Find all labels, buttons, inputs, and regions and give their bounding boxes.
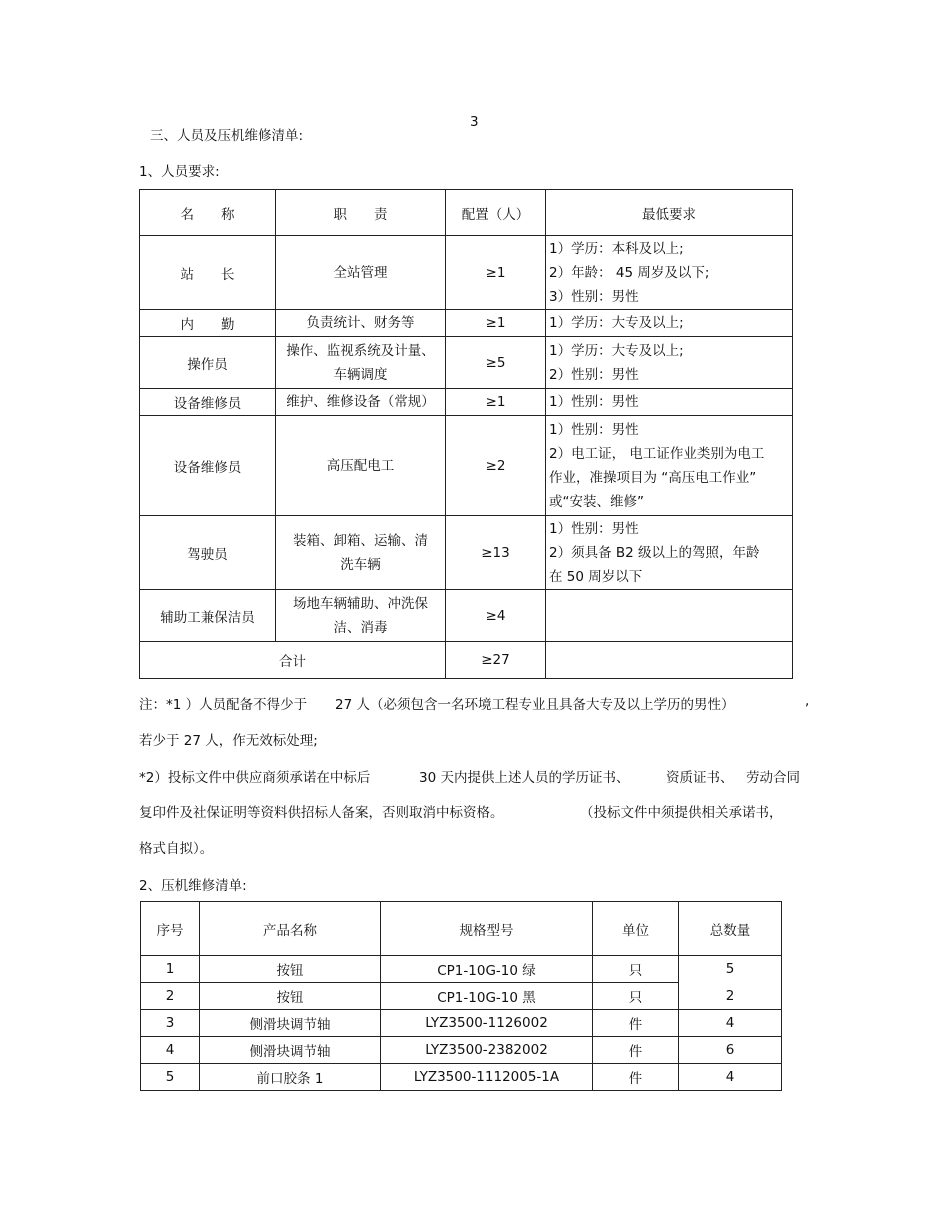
cell-requirement: [546, 310, 793, 337]
cell-product-name: 按钮: [200, 983, 381, 1010]
cell-seq: 3: [141, 1010, 200, 1037]
cell-seq: 1: [141, 956, 200, 983]
duty-line: 高压配电工: [326, 457, 395, 474]
table-row: [140, 590, 793, 642]
cell-duty: [276, 236, 446, 310]
req-line: 2）年龄： 45 周岁及以下;: [549, 264, 710, 281]
header-seq: 序号: [141, 902, 200, 956]
req-line: 2）电工证， 电工证作业类别为电工: [549, 445, 765, 462]
req-line: 1）性别：男性: [549, 421, 639, 438]
note-2-part-c: 资质证书、: [666, 770, 734, 786]
section-title: 三、人员及压机维修清单:: [150, 128, 304, 144]
sub-title-parts: 2、压机维修清单:: [139, 878, 247, 894]
note-2-part-g: 格式自拟）。: [139, 841, 214, 857]
cell-spec: CP1-10G-10 绿: [381, 956, 593, 983]
req-line: 作业，准操项目为 “高压电工作业”: [549, 469, 757, 486]
staff-table: [139, 189, 793, 679]
cell-spec: LYZ3500-1126002: [381, 1010, 593, 1037]
cell-name: 设备维修员: [140, 389, 276, 416]
cell-quantity: 2: [679, 983, 782, 1010]
cell-product-name: 按钮: [200, 956, 381, 983]
note-2-part-a: *2）投标文件中供应商须承诺在中标后: [139, 770, 371, 786]
duty-line: 车辆调度: [333, 366, 388, 383]
table-row: [140, 337, 793, 389]
cell-requirement: [546, 416, 793, 516]
cell-duty: [276, 590, 446, 642]
table-row: [141, 1010, 782, 1037]
cell-spec: LYZ3500-2382002: [381, 1037, 593, 1064]
cell-count: ≥4: [446, 590, 546, 642]
note-1-part-a: 注：*1 ）人员配备不得少于: [139, 697, 308, 713]
cell-name: 操作员: [140, 337, 276, 389]
duty-line: 负责统计、财务等: [306, 315, 415, 331]
cell-requirement: [546, 236, 793, 310]
req-line: 1）学历：大专及以上;: [549, 342, 684, 359]
req-line: 3）性别：男性: [549, 288, 639, 305]
table-total-row: [140, 642, 793, 679]
req-line: 或“安装、维修”: [549, 493, 644, 510]
cell-quantity: 5: [679, 956, 782, 983]
note-2-part-b: 30 天内提供上述人员的学历证书、: [419, 770, 630, 786]
cell-quantity: 6: [679, 1037, 782, 1064]
cell-duty: [276, 389, 446, 416]
duty-line: 装箱、卸箱、运输、清: [293, 532, 428, 549]
header-unit: 单位: [593, 902, 679, 956]
cell-unit: 件: [593, 1064, 679, 1091]
cell-seq: 4: [141, 1037, 200, 1064]
header-product-name: 产品名称: [200, 902, 381, 956]
table-row: [141, 956, 782, 983]
table-row: [141, 983, 782, 1010]
cell-count: ≥1: [446, 389, 546, 416]
cell-name: 驾驶员: [140, 516, 276, 590]
table-row: [141, 1064, 782, 1091]
cell-unit: 只: [593, 983, 679, 1010]
cell-count: ≥13: [446, 516, 546, 590]
table-row: [140, 516, 793, 590]
cell-product-name: 侧滑块调节轴: [200, 1037, 381, 1064]
cell-name: 内 勤: [140, 310, 276, 337]
duty-line: 全站管理: [333, 264, 388, 281]
parts-table: [140, 901, 782, 1091]
table-row: [141, 1037, 782, 1064]
note-2-part-d: 劳动合同: [746, 770, 800, 786]
note-1-part-b: 27 人（必须包含一名环境工程专业且具备大专及以上学历的男性）: [335, 697, 735, 713]
duty-line: 操作、监视系统及计量、: [286, 342, 435, 359]
header-requirement: 最低要求: [546, 190, 793, 236]
req-line: 在 50 周岁以下: [549, 568, 643, 585]
cell-name: 辅助工兼保洁员: [140, 590, 276, 642]
req-line: 1）学历：本科及以上;: [549, 240, 684, 257]
req-line: 2）性别：男性: [549, 366, 639, 383]
table-header-row: [140, 190, 793, 236]
note-2-part-e: 复印件及社保证明等资料供招标人备案，否则取消中标资格。: [139, 805, 504, 821]
duty-line: 洁、消毒: [333, 619, 388, 636]
cell-requirement: [546, 389, 793, 416]
table-row: [140, 416, 793, 516]
cell-requirement: [546, 516, 793, 590]
cell-quantity: 4: [679, 1010, 782, 1037]
table-row: [140, 236, 793, 310]
table-header-row: [141, 902, 782, 956]
page-number: 3: [470, 114, 479, 130]
cell-unit: 只: [593, 956, 679, 983]
cell-unit: 件: [593, 1010, 679, 1037]
cell-duty: [276, 516, 446, 590]
header-duty: 职 责: [276, 190, 446, 236]
cell-count: ≥2: [446, 416, 546, 516]
note-1-part-d: 若少于 27 人，作无效标处理;: [139, 733, 318, 749]
total-empty-cell: [546, 642, 793, 679]
duty-line: 场地车辆辅助、冲洗保: [293, 595, 428, 612]
duty-line: 维护、维修设备（常规）: [286, 394, 435, 410]
req-line: 1）性别：男性: [549, 394, 639, 410]
req-line: 2）须具备 B2 级以上的驾照，年龄: [549, 544, 760, 561]
header-spec: 规格型号: [381, 902, 593, 956]
header-count: 配置（人）: [446, 190, 546, 236]
cell-duty: [276, 416, 446, 516]
sub-title-staff: 1、人员要求:: [139, 164, 220, 180]
cell-unit: 件: [593, 1037, 679, 1064]
duty-line: 洗车辆: [340, 556, 381, 573]
cell-name: 设备维修员: [140, 416, 276, 516]
cell-count: ≥1: [446, 310, 546, 337]
cell-duty: [276, 310, 446, 337]
cell-requirement: [546, 590, 793, 642]
table-row: [140, 389, 793, 416]
header-quantity: 总数量: [679, 902, 782, 956]
req-line: 1）性别：男性: [549, 520, 639, 537]
note-2-part-f: （投标文件中须提供相关承诺书，: [580, 805, 783, 821]
cell-count: ≥5: [446, 337, 546, 389]
cell-product-name: 侧滑块调节轴: [200, 1010, 381, 1037]
cell-requirement: [546, 337, 793, 389]
cell-quantity: 4: [679, 1064, 782, 1091]
total-label: 合计: [140, 642, 446, 679]
cell-count: ≥1: [446, 236, 546, 310]
table-row: [140, 310, 793, 337]
cell-spec: CP1-10G-10 黑: [381, 983, 593, 1010]
cell-name: 站 长: [140, 236, 276, 310]
cell-product-name: 前口胶条 1: [200, 1064, 381, 1091]
req-line: 1）学历：大专及以上;: [549, 315, 684, 331]
note-1-part-c: ,: [805, 693, 810, 709]
total-count: ≥27: [446, 642, 546, 679]
header-name: 名 称: [140, 190, 276, 236]
cell-duty: [276, 337, 446, 389]
cell-seq: 2: [141, 983, 200, 1010]
cell-seq: 5: [141, 1064, 200, 1091]
cell-spec: LYZ3500-1112005-1A: [381, 1064, 593, 1091]
